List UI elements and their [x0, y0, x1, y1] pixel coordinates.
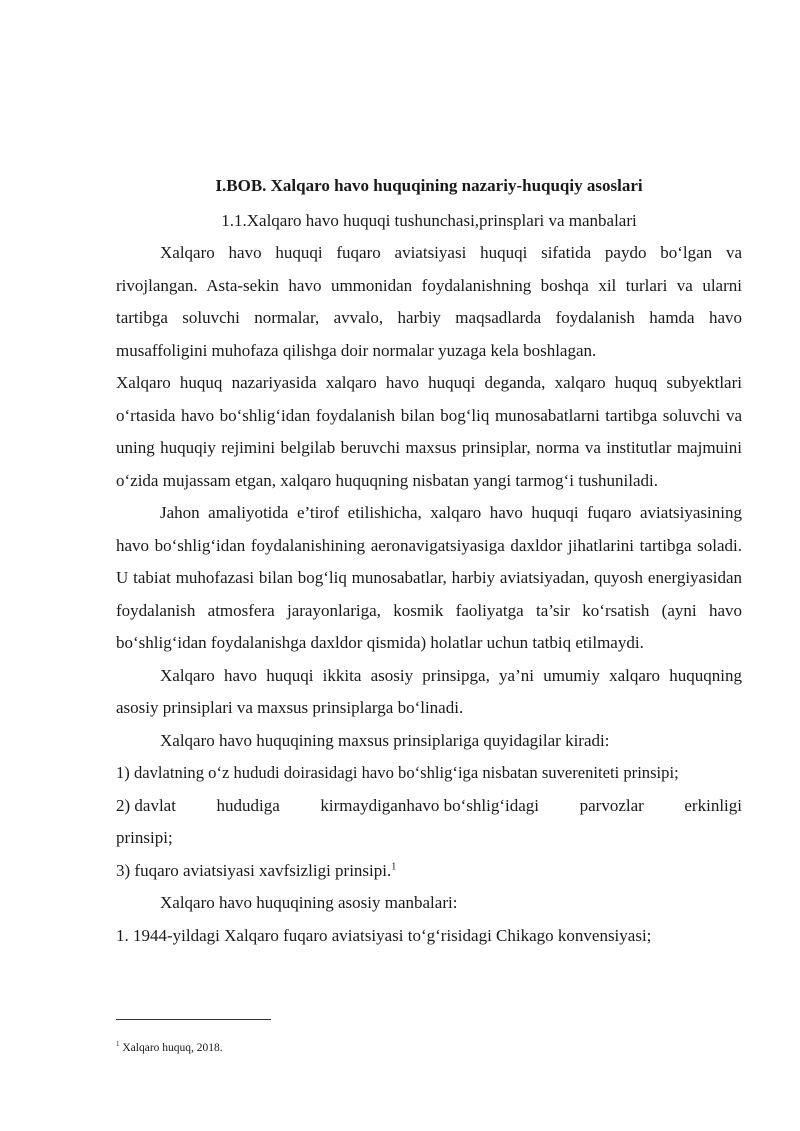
paragraph-3: Jahon amaliyotida e’tirof etilishicha, xalqaro havo huquqi fuqaro aviatsiyasining havo bo‘shlig‘idan foydalanishining aeronavigatsiyasiga daxldor jihatlarini tartibga soladi. U tabiat muhofazasi bilan bog‘liq munosabatlar, harbiy aviatsiyadan, quyosh energiyasidan foydalanish atmosfera jarayonlariga, kosmik faoliyatga ta’sir ko‘rsatish (ayni havo bo‘shlig‘idan foydalanishga daxldor qismida) holatlar uchun tatbiq etilmaydi.	[116, 503, 742, 652]
chapter-title: I.BOB. Xalqaro havo huquqining nazariy-huquqiy asoslari	[215, 176, 643, 195]
principle-item-2-word: kirmaydiganhavo bo‘shlig‘idagi	[320, 795, 540, 815]
paragraph-4: Xalqaro havo huquqi ikkita asosiy prinsipga, ya’ni umumiy xalqaro huquqning asosiy prinsiplari va maxsus prinsiplarga bo‘linadi.	[116, 665, 742, 717]
paragraph-2: Xalqaro huquq nazariyasida xalqaro havo huquqi deganda, xalqaro huquq subyektlari o‘rtasida havo bo‘shlig‘idan foydalanish bilan bog‘liq munosabatlarni tartibga soluvchi va uning huquqiy rejimini belgilab beruvchi maxsus prinsiplar, norma va institutlar majmuini o‘zida mujassam etgan, xalqaro huquqning nisbatan yangi tarmog‘i tushuniladi.	[116, 373, 742, 490]
principle-item-2-word: erkinligi	[684, 795, 742, 815]
principle-item-2-word: 2) davlat	[116, 795, 176, 815]
principle-item-2-word: parvozlar	[579, 795, 644, 815]
principle-item-3	[116, 855, 742, 888]
section-title: 1.1.Xalqaro havo huquqi tushunchasi,prinsplari va manbalari	[221, 210, 637, 230]
principle-item-2-word: hududiga	[216, 795, 280, 815]
paragraph-5: Xalqaro havo huquqining maxsus prinsiplariga quyidagilar kiradi:	[160, 730, 610, 750]
paragraph-1: Xalqaro havo huquqi fuqaro aviatsiyasi huquqi sifatida paydo bo‘lgan va rivojlangan. Asta-sekin havo ummonidan foydalanishning boshqa xil turlari va ularni tartibga soluvchi normalar, avvalo, harbiy maqsadlarda foydalanish hamda havo musaffoligini muhofaza qilishga doir normalar yuzaga kela boshlagan.	[116, 243, 742, 360]
principle-item-2	[116, 790, 742, 823]
footnote-text: Xalqaro huquq, 2018.	[122, 1042, 223, 1054]
principle-item-3-text: 3) fuqaro aviatsiyasi xavfsizligi prinsipi.	[116, 860, 392, 880]
footnote-divider	[116, 1019, 271, 1020]
sources-intro: Xalqaro havo huquqining asosiy manbalari:	[160, 893, 458, 912]
principle-item-1: 1) davlatning o‘z hududi doirasidagi havo bo‘shlig‘iga nisbatan suvereniteti prinsipi;	[116, 763, 679, 782]
footnote	[116, 1040, 223, 1056]
source-item-1: 1. 1944-yildagi Xalqaro fuqaro aviatsiyasi to‘g‘risidagi Chikago konvensiyasi;	[116, 925, 652, 945]
principle-item-2-continuation: prinsipi;	[116, 828, 173, 847]
footnote-mark: 1	[116, 1040, 120, 1049]
footnote-reference[interactable]: 1	[391, 860, 397, 872]
document-body	[116, 170, 742, 952]
